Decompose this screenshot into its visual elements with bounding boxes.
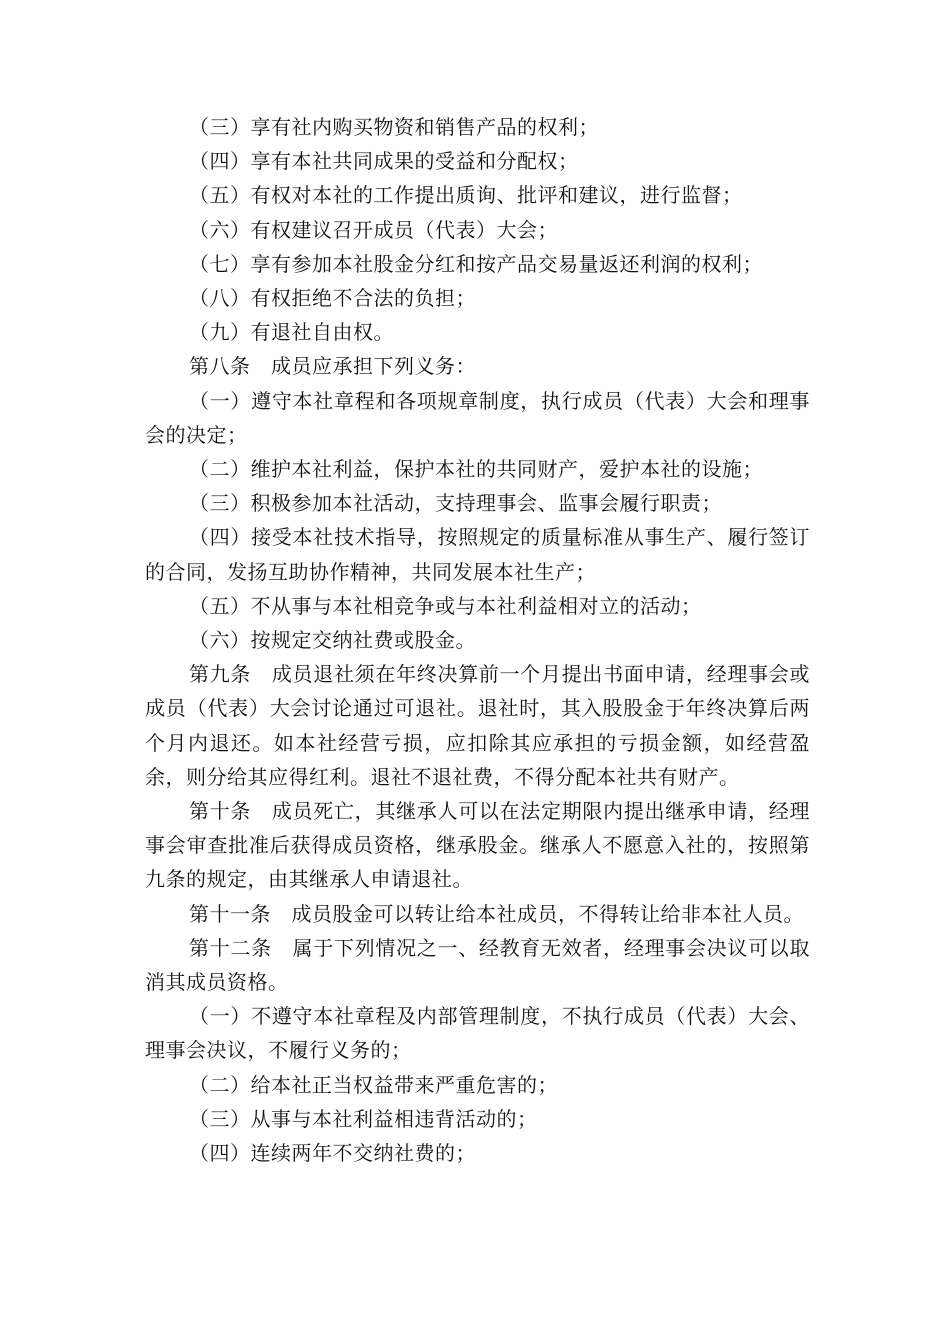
paragraph-disqualify-2: （二）给本社正当权益带来严重危害的； <box>189 1072 558 1097</box>
paragraph-right-8: （八）有权拒绝不合法的负担； <box>189 286 476 311</box>
article-10: 第十条 成员死亡，其继承人可以在法定期限内提出继承申请，经理事会审查批准后获得成员资格，继承股金。继承人不愿意入社的，按照第九条的规定，由其继承人申请退社。 <box>145 799 810 892</box>
paragraph-duty-3: （三）积极参加本社活动，支持理事会、监事会履行职责； <box>189 491 722 516</box>
paragraph-right-5: （五）有权对本社的工作提出质询、批评和建议，进行监督； <box>189 183 743 208</box>
paragraph-right-9: （九）有退社自由权。 <box>189 320 394 345</box>
paragraph-duty-6: （六）按规定交纳社费或股金。 <box>189 628 476 653</box>
paragraph-disqualify-4: （四）连续两年不交纳社费的； <box>189 1141 476 1166</box>
paragraph-duty-1: （一）遵守本社章程和各项规章制度，执行成员（代表）大会和理事会的决定； <box>145 388 810 447</box>
paragraph-duty-5: （五）不从事与本社相竞争或与本社利益相对立的活动； <box>189 593 702 618</box>
paragraph-duty-4: （四）接受本社技术指导，按照规定的质量标准从事生产、履行签订的合同，发扬互助协作精神，共同发展本社生产； <box>145 525 810 584</box>
paragraph-disqualify-1: （一）不遵守本社章程及内部管理制度，不执行成员（代表）大会、理事会决议，不履行义务的； <box>145 1004 810 1063</box>
article-9: 第九条 成员退社须在年终决算前一个月提出书面申请，经理事会或成员（代表）大会讨论通过可退社。退社时，其入股股金于年终决算后两个月内退还。如本社经营亏损，应扣除其应承担的亏损金额，如经营盈余，则分给其应得红利。退社不退社费，不得分配本社共有财产。 <box>145 662 810 789</box>
paragraph-duty-2: （二）维护本社利益，保护本社的共同财产，爱护本社的设施； <box>189 457 763 482</box>
paragraph-right-3: （三）享有社内购买物资和销售产品的权利； <box>189 115 599 139</box>
paragraph-right-6: （六）有权建议召开成员（代表）大会； <box>189 217 558 242</box>
article-12: 第十二条 属于下列情况之一、经教育无效者，经理事会决议可以取消其成员资格。 <box>145 935 810 995</box>
article-8-heading: 第八条 成员应承担下列义务： <box>189 354 476 379</box>
paragraph-right-7: （七）享有参加本社股金分红和按产品交易量返还利润的权利； <box>189 251 763 276</box>
paragraph-right-4: （四）享有本社共同成果的受益和分配权； <box>189 149 579 174</box>
article-11: 第十一条 成员股金可以转让给本社成员，不得转让给非本社人员。 <box>189 901 804 926</box>
paragraph-disqualify-3: （三）从事与本社利益相违背活动的； <box>189 1106 538 1131</box>
document-body <box>145 110 810 1170</box>
